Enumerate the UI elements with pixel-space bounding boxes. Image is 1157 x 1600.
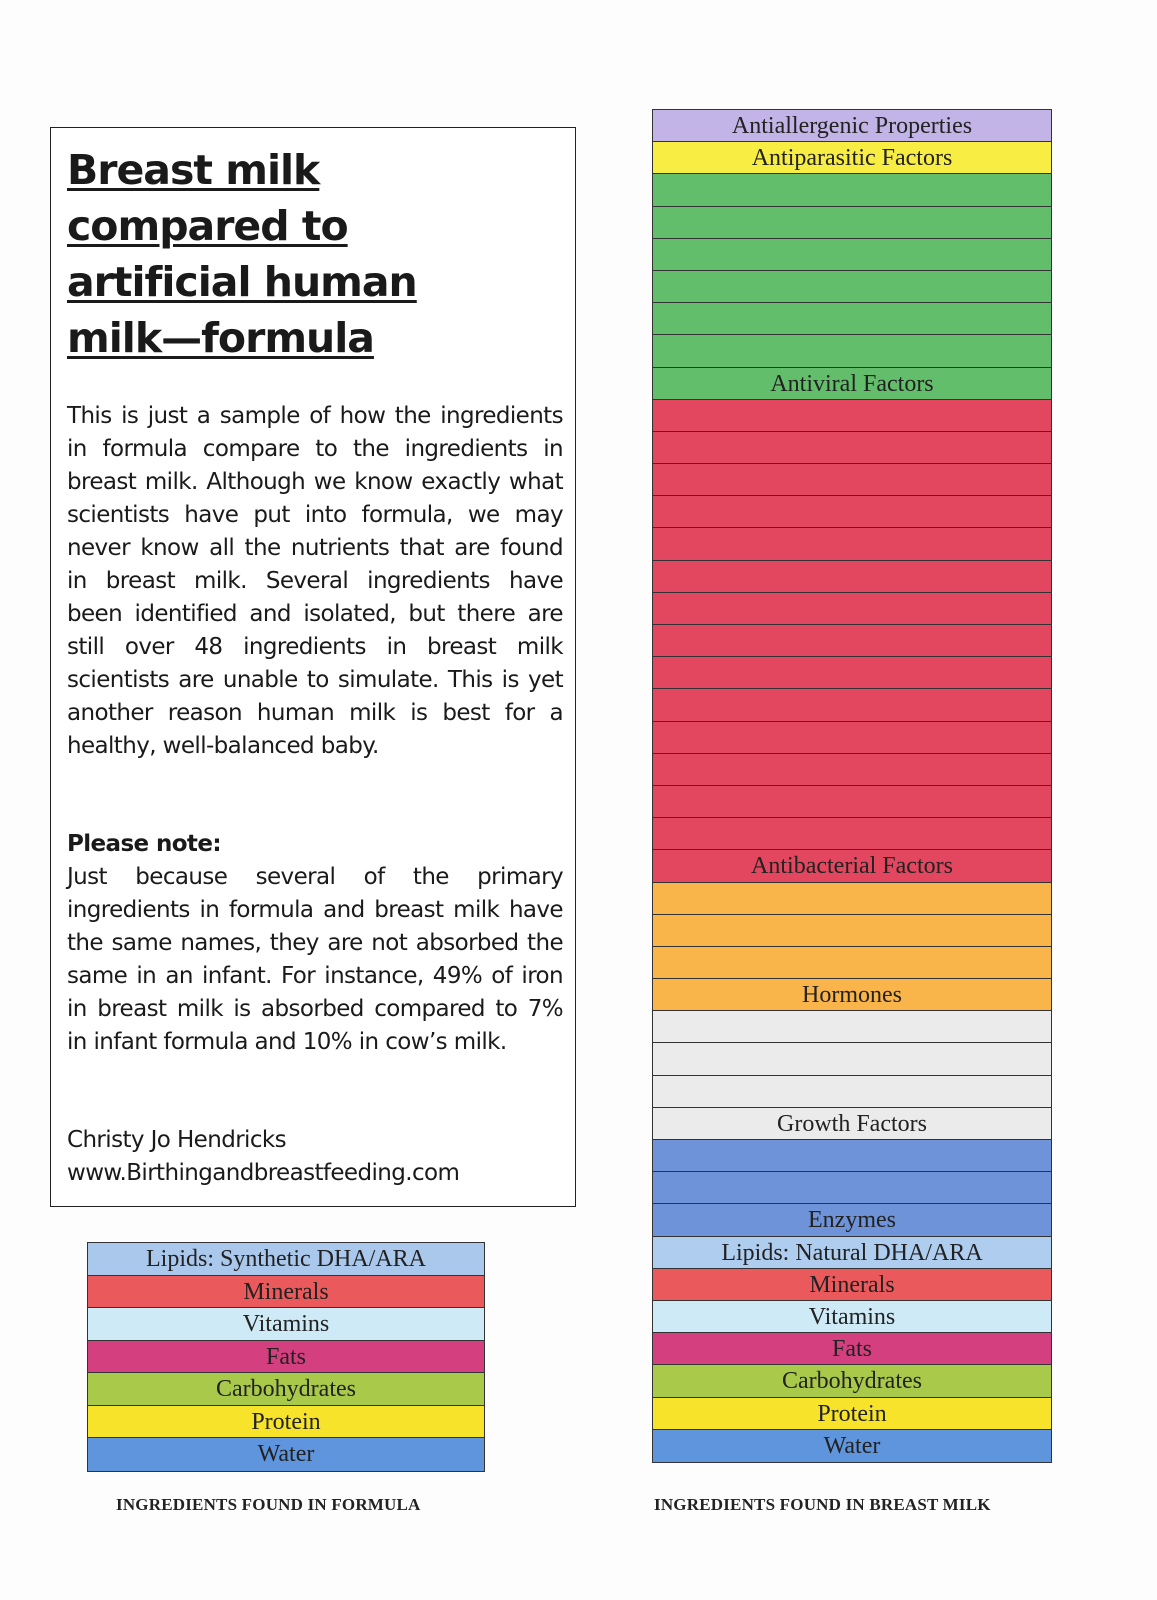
breast-milk-band bbox=[653, 1043, 1051, 1075]
formula-band: Carbohydrates bbox=[88, 1373, 484, 1406]
breast-milk-band bbox=[653, 947, 1051, 979]
breast-milk-band bbox=[653, 528, 1051, 560]
breast-milk-band: Antiviral Factors bbox=[653, 368, 1051, 400]
note-paragraph: Just because several of the primary ingredients in formula and breast milk have the same names, they are not absorbed the same in an infant. For instance, 49% of iron in breast milk is absorbed compared to 7% in infant formula and 10% in cow’s milk. bbox=[67, 864, 563, 1055]
breast-milk-band: Water bbox=[653, 1430, 1051, 1462]
breast-milk-band: Minerals bbox=[653, 1269, 1051, 1301]
intro-paragraph: This is just a sample of how the ingredients in formula compare to the ingredients in breast milk. Although we know exactly what scientists have put into formula, we may never know all the nutrients that are found in breast milk. Several ingredients have been identified and isolated, but there are still over 48 ingredients in breast milk scientists are unable to simulate. This is yet another reason human milk is best for a healthy, well-balanced baby. bbox=[67, 403, 563, 759]
breast-milk-band bbox=[653, 722, 1051, 754]
breast-milk-band bbox=[653, 496, 1051, 528]
breast-milk-band bbox=[653, 335, 1051, 367]
breast-milk-band bbox=[653, 754, 1051, 786]
article-box bbox=[50, 127, 576, 1207]
formula-band: Lipids: Synthetic DHA/ARA bbox=[88, 1243, 484, 1276]
breast-milk-band bbox=[653, 657, 1051, 689]
breast-milk-caption: INGREDIENTS FOUND IN BREAST MILK bbox=[654, 1495, 991, 1514]
breast-milk-band bbox=[653, 432, 1051, 464]
breast-milk-band bbox=[653, 1011, 1051, 1043]
formula-band: Protein bbox=[88, 1406, 484, 1439]
breast-milk-band: Enzymes bbox=[653, 1204, 1051, 1236]
breast-milk-band: Fats bbox=[653, 1333, 1051, 1365]
breast-milk-ingredients-stack bbox=[652, 109, 1052, 1463]
breast-milk-band bbox=[653, 818, 1051, 850]
website-url: www.Birthingandbreastfeeding.com bbox=[67, 1160, 460, 1186]
breast-milk-band: Hormones bbox=[653, 979, 1051, 1011]
breast-milk-band bbox=[653, 1172, 1051, 1204]
formula-ingredients-stack bbox=[87, 1242, 485, 1472]
breast-milk-band: Antiallergenic Properties bbox=[653, 110, 1051, 142]
breast-milk-band bbox=[653, 883, 1051, 915]
breast-milk-band bbox=[653, 464, 1051, 496]
breast-milk-band bbox=[653, 625, 1051, 657]
breast-milk-band: Growth Factors bbox=[653, 1108, 1051, 1140]
page-title: Breast milk compared to artificial human milk—formula bbox=[67, 146, 417, 362]
breast-milk-band: Lipids: Natural DHA/ARA bbox=[653, 1237, 1051, 1269]
breast-milk-band bbox=[653, 1076, 1051, 1108]
note-heading: Please note: bbox=[67, 831, 221, 857]
breast-milk-band bbox=[653, 271, 1051, 303]
formula-band: Vitamins bbox=[88, 1308, 484, 1341]
breast-milk-band bbox=[653, 786, 1051, 818]
formula-band: Fats bbox=[88, 1341, 484, 1374]
breast-milk-band: Antiparasitic Factors bbox=[653, 142, 1051, 174]
breast-milk-band bbox=[653, 593, 1051, 625]
breast-milk-band bbox=[653, 239, 1051, 271]
author-name: Christy Jo Hendricks bbox=[67, 1127, 286, 1153]
formula-band: Water bbox=[88, 1438, 484, 1471]
breast-milk-band bbox=[653, 1140, 1051, 1172]
breast-milk-band bbox=[653, 303, 1051, 335]
breast-milk-band: Protein bbox=[653, 1398, 1051, 1430]
breast-milk-band bbox=[653, 400, 1051, 432]
breast-milk-band: Antibacterial Factors bbox=[653, 850, 1051, 882]
breast-milk-band bbox=[653, 561, 1051, 593]
formula-caption: INGREDIENTS FOUND IN FORMULA bbox=[116, 1495, 421, 1514]
breast-milk-band: Carbohydrates bbox=[653, 1365, 1051, 1397]
formula-band: Minerals bbox=[88, 1276, 484, 1309]
breast-milk-band bbox=[653, 174, 1051, 206]
breast-milk-band bbox=[653, 915, 1051, 947]
breast-milk-band: Vitamins bbox=[653, 1301, 1051, 1333]
breast-milk-band bbox=[653, 689, 1051, 721]
breast-milk-band bbox=[653, 207, 1051, 239]
